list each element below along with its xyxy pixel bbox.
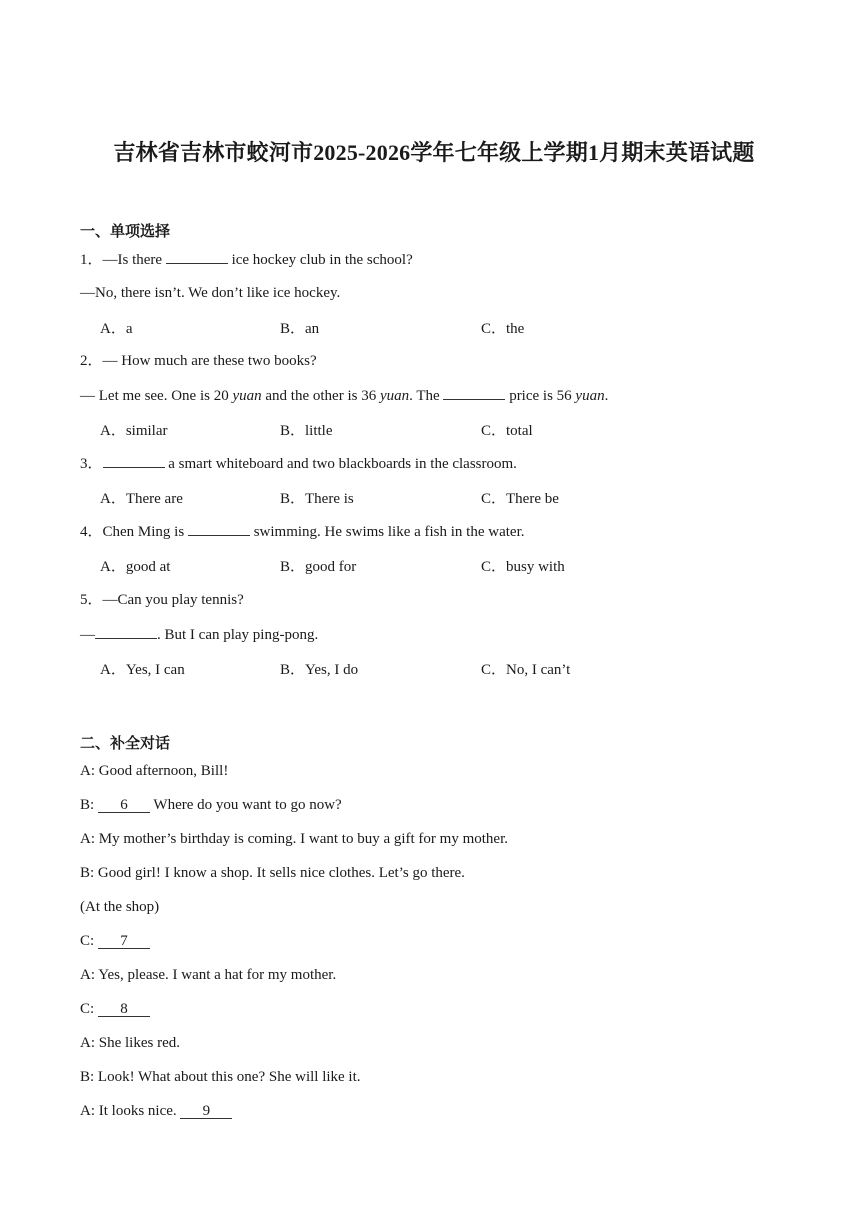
page-title: 吉林省吉林市蛟河市2025-2026学年七年级上学期1月期末英语试题: [113, 140, 755, 165]
option-c: C．busy with: [481, 559, 565, 575]
option-b: B．good for: [280, 559, 357, 575]
dialogue-line: [80, 1101, 232, 1121]
question-text: swimming. He swims like a fish in the water.: [249, 524, 525, 540]
speaker-label: C:: [80, 1001, 98, 1017]
dialogue-line: A: She likes red.: [80, 1035, 180, 1051]
option-a: A．There are: [100, 491, 183, 507]
question-text-italic: yuan: [232, 388, 262, 404]
dialogue-line: A: Yes, please. I want a hat for my mother.: [80, 967, 337, 983]
option-c: C．There be: [481, 491, 559, 507]
section-heading-dialogue: 二、补全对话: [80, 736, 171, 752]
numbered-blank: 7: [98, 934, 150, 949]
question-text: .: [604, 388, 609, 404]
question-3-options: [100, 487, 660, 507]
dialogue-line: [80, 795, 342, 815]
option-c: C．total: [481, 423, 533, 439]
dialogue-line: [80, 931, 150, 951]
question-text: and the other is 36: [261, 388, 380, 404]
dialogue-line: A: My mother’s birthday is coming. I want to buy a gift for my mother.: [80, 831, 508, 847]
option-b: B．There is: [280, 491, 354, 507]
question-text: 4．Chen Ming is: [80, 524, 188, 540]
dialogue-line: B: Good girl! I know a shop. It sells nice clothes. Let’s go there.: [80, 865, 465, 881]
answer-blank: [443, 385, 505, 400]
question-3-line-1: [80, 453, 517, 474]
numbered-blank: 6: [98, 798, 150, 813]
question-1-line-1: [80, 249, 413, 270]
question-1-options: [100, 317, 660, 337]
speaker-label: A: It looks nice.: [80, 1103, 181, 1119]
dialogue-line: B: Look! What about this one? She will like it.: [80, 1069, 361, 1085]
dialogue-line: A: Good afternoon, Bill!: [80, 763, 229, 779]
question-text: a smart whiteboard and two blackboards in the classroom.: [164, 456, 517, 472]
question-text: —: [80, 627, 95, 643]
option-c: C．No, I can’t: [481, 662, 571, 678]
dialogue-text: Where do you want to go now?: [149, 797, 342, 813]
option-b: B．Yes, I do: [280, 662, 359, 678]
option-b: B．little: [280, 423, 333, 439]
question-text: . But I can play ping-pong.: [157, 627, 319, 643]
question-4-line-1: [80, 521, 525, 542]
option-a: A．a: [100, 321, 133, 337]
question-text: — Let me see. One is 20: [80, 388, 233, 404]
option-a: A．similar: [100, 423, 168, 439]
option-b: B．an: [280, 321, 320, 337]
question-5-options: [100, 658, 660, 678]
option-c: C．the: [481, 321, 525, 337]
question-text-italic: yuan: [575, 388, 605, 404]
question-text: 3．: [80, 456, 103, 472]
speaker-label: C:: [80, 933, 98, 949]
option-a: A．Yes, I can: [100, 662, 185, 678]
question-2-options: [100, 419, 660, 439]
speaker-label: B:: [80, 797, 98, 813]
option-a: A．good at: [100, 559, 171, 575]
answer-blank: [95, 624, 157, 639]
answer-blank: [103, 453, 165, 468]
question-2-line-1: 2．— How much are these two books?: [80, 353, 317, 369]
section-heading-single-choice: 一、单项选择: [80, 224, 171, 240]
question-4-options: [100, 555, 660, 575]
numbered-blank: 9: [180, 1104, 232, 1119]
question-5-line-2: [80, 624, 318, 645]
answer-blank: [188, 521, 250, 536]
dialogue-line: [80, 999, 150, 1019]
question-text: 1．—Is there: [80, 252, 166, 268]
question-text: price is 56: [505, 388, 576, 404]
answer-blank: [166, 249, 228, 264]
question-1-line-2: —No, there isn’t. We don’t like ice hockey.: [80, 285, 341, 301]
question-text: ice hockey club in the school?: [227, 252, 413, 268]
question-5-line-1: 5．—Can you play tennis?: [80, 592, 244, 608]
question-2-line-2: [80, 385, 608, 406]
question-text-italic: yuan: [379, 388, 410, 404]
question-text: . The: [409, 388, 444, 404]
dialogue-line: (At the shop): [80, 899, 160, 915]
numbered-blank: 8: [98, 1002, 150, 1017]
